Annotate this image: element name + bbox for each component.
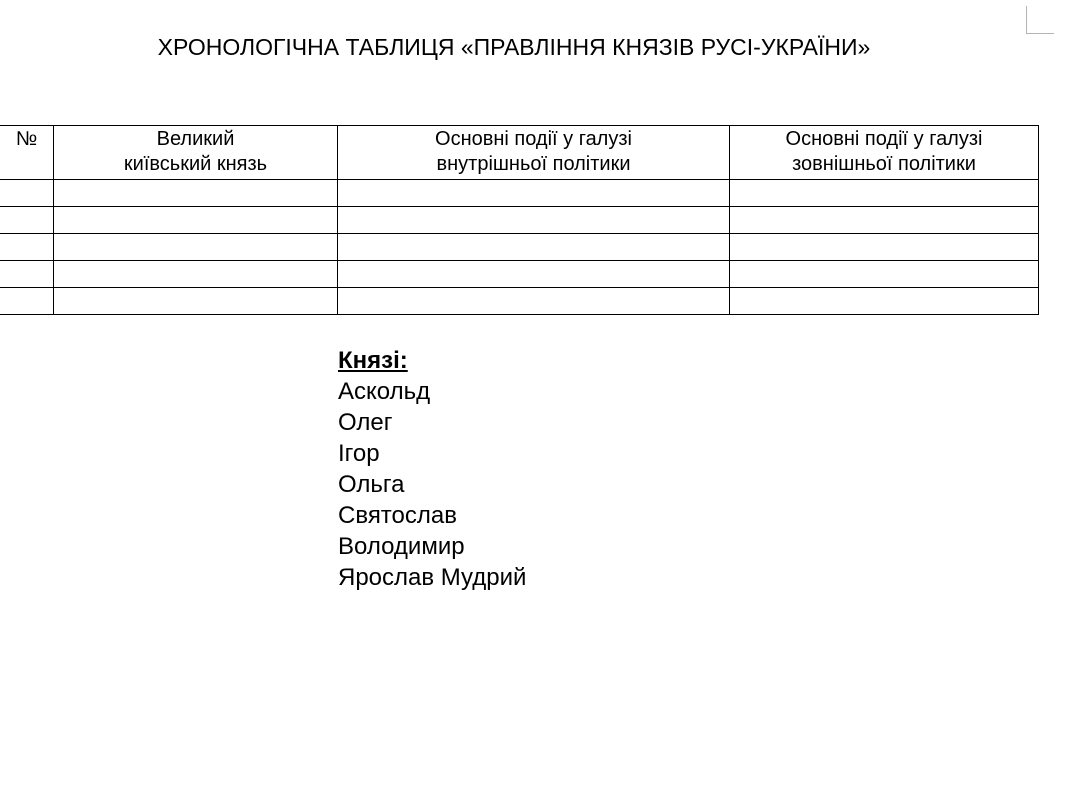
prince-name: Олег <box>338 409 393 436</box>
table-cell[interactable] <box>0 288 54 315</box>
prince-name: Ольга <box>338 471 405 498</box>
table-cell[interactable] <box>54 207 338 234</box>
table-row <box>0 234 1039 261</box>
header-inner-line1: Основні події у галузі <box>435 128 632 150</box>
header-number-label: № <box>15 128 38 150</box>
header-prince-line1: Великий <box>156 128 235 150</box>
prince-name: Аскольд <box>338 378 431 405</box>
table-header-row <box>0 126 1039 180</box>
table-cell[interactable] <box>0 261 54 288</box>
header-inner-line2: внутрішньої політики <box>436 153 631 175</box>
header-outer-line1: Основні події у галузі <box>785 128 983 150</box>
table-cell[interactable] <box>338 234 730 261</box>
princes-list <box>338 376 526 593</box>
table-cell[interactable] <box>338 288 730 315</box>
header-outer-policy <box>730 126 1039 180</box>
page-title: ХРОНОЛОГІЧНА ТАБЛИЦЯ «ПРАВЛІННЯ КНЯЗІВ РУСІ-УКРАЇНИ» <box>157 34 871 60</box>
table-cell[interactable] <box>730 261 1039 288</box>
header-prince <box>54 126 338 180</box>
prince-name: Ярослав Мудрий <box>338 564 527 591</box>
princes-list-block <box>338 345 526 593</box>
table-cell[interactable] <box>54 288 338 315</box>
table-cell[interactable] <box>0 234 54 261</box>
prince-name: Володимир <box>338 533 465 560</box>
table-cell[interactable] <box>730 207 1039 234</box>
table-cell[interactable] <box>338 261 730 288</box>
table-row <box>0 288 1039 315</box>
header-number <box>0 126 54 180</box>
table-cell[interactable] <box>0 207 54 234</box>
table-cell[interactable] <box>730 180 1039 207</box>
table-row <box>0 207 1039 234</box>
table-row <box>0 180 1039 207</box>
chronology-table <box>0 125 1039 315</box>
table-row <box>0 261 1039 288</box>
prince-name: Ігор <box>338 440 380 467</box>
princes-heading: Князі: <box>338 347 408 374</box>
table-cell[interactable] <box>54 180 338 207</box>
header-outer-line2: зовнішньої політики <box>792 153 976 175</box>
header-prince-line2: київський князь <box>123 153 268 175</box>
table-cell[interactable] <box>730 288 1039 315</box>
header-inner-policy <box>338 126 730 180</box>
table-body <box>0 180 1039 315</box>
table-cell[interactable] <box>54 234 338 261</box>
table-cell[interactable] <box>54 261 338 288</box>
table-cell[interactable] <box>0 180 54 207</box>
table-cell[interactable] <box>338 180 730 207</box>
page-corner-mark <box>1026 6 1054 34</box>
prince-name: Святослав <box>338 502 457 529</box>
table-cell[interactable] <box>730 234 1039 261</box>
table-cell[interactable] <box>338 207 730 234</box>
